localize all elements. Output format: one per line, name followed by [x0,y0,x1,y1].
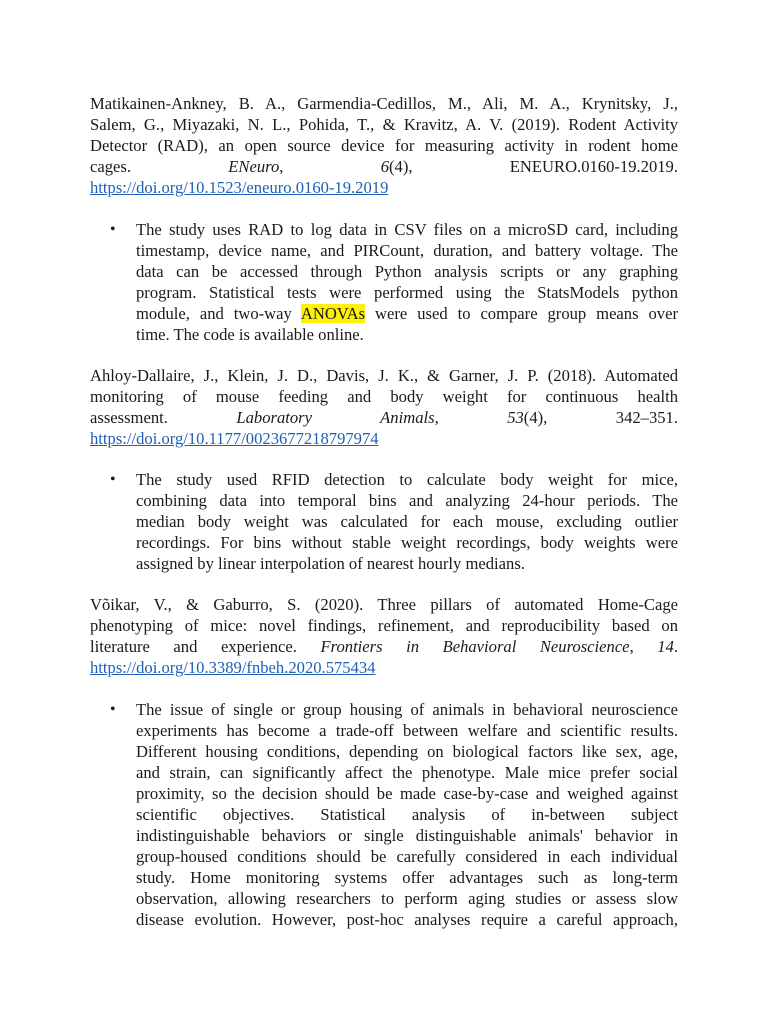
reference-3-sep: , [629,637,658,656]
reference-1-line-1: Matikainen-Ankney, B. A., Garmendia-Cedillos, M., Ali, M. A., Krynitsky, J., [90,94,678,113]
bullet-3-line-3: Different housing conditions, depending on biological factors like sex, age, [136,742,678,761]
reference-3-prefix: literature and experience. [90,637,321,656]
bullet-2-line-1: The study used RFID detection to calculate body weight for mice, [136,470,678,489]
reference-3-doi-line [90,657,678,678]
reference-3-line-2: phenotyping of mice: novel findings, refinement, and reproducibility based on [90,616,678,635]
bullet-3-line-9: study. Home monitoring systems offer advantages such as long-term [136,868,678,887]
reference-3-journal: Frontiers in Behavioral Neuroscience [320,637,630,656]
reference-2-rest: (4), 342–351. [523,408,678,427]
bullet-3-line-7: indistinguishable behaviors or single distinguishable animals' behavior in [136,826,678,845]
bullet-1-line-4: program. Statistical tests were performed using the StatsModels python [136,283,678,302]
reference-1-volume: 6 [380,157,389,176]
bullet-2-line-4: recordings. For bins without stable weight recordings, body weights were [136,533,678,552]
reference-3-doi-link[interactable]: https://doi.org/10.3389/fnbeh.2020.575434 [90,658,376,677]
bullet-2-line-2: combining data into temporal bins and analyzing 24-hour periods. The [136,491,678,510]
reference-1-rest: (4), ENEURO.0160-19.2019. [389,157,678,176]
bullet-3-line-4: and strain, can significantly affect the phenotype. Male mice prefer social [136,763,678,782]
reference-2-doi-link[interactable]: https://doi.org/10.1177/0023677218797974 [90,429,379,448]
reference-3-line-3 [90,636,678,657]
reference-3-volume: 14 [657,637,674,656]
bullet-1-line-2: timestamp, device name, and PIRCount, duration, and battery voltage. The [136,241,678,260]
reference-1-line-4 [90,156,678,177]
reference-2-journal: Laboratory Animals [236,408,435,427]
bullet-2-line-3: median body weight was calculated for each mouse, excluding outlier [136,512,678,531]
bullet-3-text [136,699,678,930]
bullet-3-line-8: group-housed conditions should be carefully considered in each individual [136,847,678,866]
reference-2-volume: 53 [507,408,524,427]
bullet-3-line-5: proximity, so the decision should be made case-by-case and weighed against [136,784,678,803]
bullet-3-line-11: disease evolution. However, post-hoc analyses require a careful approach, [136,910,678,929]
reference-3 [90,594,678,678]
reference-1-line-3: Detector (RAD), an open source device for measuring activity in rodent home [90,136,678,155]
bullet-1-text [136,219,678,345]
bullet-1-line-1: The study uses RAD to log data in CSV files on a microSD card, including [136,220,678,239]
reference-1 [90,93,678,198]
bullet-2-line-5: assigned by linear interpolation of nearest hourly medians. [136,554,525,573]
bullet-2-marker: • [110,471,116,488]
bullet-3-line-6: scientific objectives. Statistical analysis of in-between subject [136,805,678,824]
highlighted-term: ANOVAs [300,304,366,323]
bullet-3-line-10: observation, allowing researchers to perform aging studies or assess slow [136,889,678,908]
reference-2-line-2: monitoring of mouse feeding and body weight for continuous health [90,387,678,406]
reference-1-prefix: cages. [90,157,229,176]
bullet-1-line-5-prefix: module, and two-way [136,304,301,323]
reference-1-line-2: Salem, G., Miyazaki, N. L., Pohida, T., & Kravitz, A. V. (2019). Rodent Activity [90,115,678,134]
bullet-1-line-6: time. The code is available online. [136,325,364,344]
bullet-3-line-2: experiments has become a trade-off between welfare and scientific results. [136,721,678,740]
reference-3-rest: . [673,637,678,656]
reference-1-journal: ENeuro [228,157,280,176]
reference-2-sep: , [434,408,508,427]
bullet-1-line-5-rest: were used to compare group means over [365,304,678,323]
bullet-1-line-5 [136,303,678,324]
bullet-3-marker: • [110,701,116,718]
reference-1-doi-link[interactable]: https://doi.org/10.1523/eneuro.0160-19.2019 [90,178,389,197]
bullet-2-text [136,469,678,574]
reference-2-doi-line [90,428,678,449]
reference-2-prefix: assessment. [90,408,237,427]
reference-2-line-1: Ahloy-Dallaire, J., Klein, J. D., Davis, J. K., & Garner, J. P. (2018). Automated [90,366,678,385]
bullet-1-line-3: data can be accessed through Python analysis scripts or any graphing [136,262,678,281]
reference-3-line-1: Võikar, V., & Gaburro, S. (2020). Three pillars of automated Home-Cage [90,595,678,614]
reference-1-doi-line [90,177,678,198]
reference-2 [90,365,678,449]
bullet-1-marker: • [110,221,116,238]
bullet-3-line-1: The issue of single or group housing of animals in behavioral neuroscience [136,700,678,719]
reference-1-sep: , [279,157,381,176]
reference-2-line-3 [90,407,678,428]
